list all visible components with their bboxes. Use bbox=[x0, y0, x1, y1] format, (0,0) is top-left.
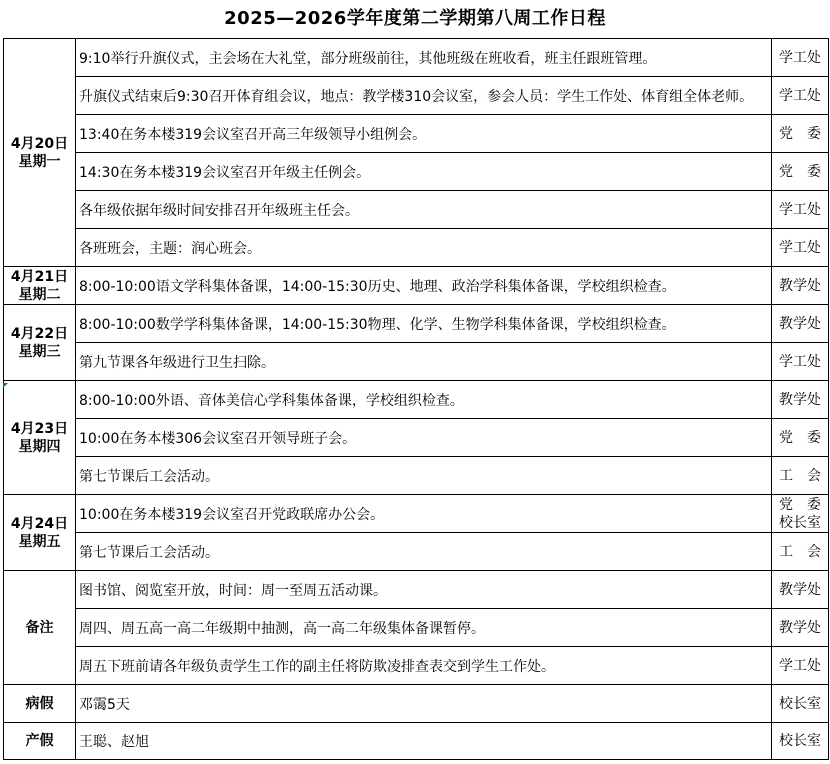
day-date: 4月23日 bbox=[10, 420, 69, 437]
schedule-item: 周五下班前请各年级负责学生工作的副主任将防欺凌排查表交到学生工作处。 bbox=[76, 647, 772, 685]
table-row bbox=[4, 647, 829, 685]
department bbox=[772, 495, 829, 533]
maternity-leave-label: 产假 bbox=[4, 723, 76, 760]
table-row bbox=[4, 609, 829, 647]
department: 教学处 bbox=[772, 571, 829, 609]
day-weekday: 星期二 bbox=[18, 286, 61, 303]
schedule-item: 第七节课后工会活动。 bbox=[76, 533, 772, 571]
department: 工 会 bbox=[772, 457, 829, 495]
department: 教学处 bbox=[772, 305, 829, 343]
table-row bbox=[4, 533, 829, 571]
schedule-item: 8:00-10:00数学学科集体备课，14:00-15:30物理、化学、生物学科集体备课，学校组织检查。 bbox=[76, 305, 772, 343]
day-weekday: 星期四 bbox=[18, 438, 61, 455]
table-row bbox=[4, 457, 829, 495]
table-row bbox=[4, 723, 829, 760]
schedule-item: 周四、周五高一高二年级期中抽测，高一高二年级集体备课暂停。 bbox=[76, 609, 772, 647]
table-row bbox=[4, 267, 829, 305]
department: 党 委 bbox=[772, 419, 829, 457]
table-row bbox=[4, 115, 829, 153]
day-weekday: 星期三 bbox=[18, 343, 61, 360]
schedule-item: 第九节课各年级进行卫生扫除。 bbox=[76, 343, 772, 381]
department: 学工处 bbox=[772, 647, 829, 685]
department: 学工处 bbox=[772, 191, 829, 229]
schedule-item: 13:40在务本楼319会议室召开高三年级领导小组例会。 bbox=[76, 115, 772, 153]
table-row bbox=[4, 495, 829, 533]
table-row bbox=[4, 305, 829, 343]
cell-comment-indicator bbox=[3, 383, 8, 388]
department: 教学处 bbox=[772, 609, 829, 647]
table-row bbox=[4, 381, 829, 419]
schedule-item: 王聪、赵旭 bbox=[76, 723, 772, 760]
table-row bbox=[4, 419, 829, 457]
department: 学工处 bbox=[772, 39, 829, 77]
table-row bbox=[4, 685, 829, 723]
day-cell-tuesday bbox=[4, 267, 76, 305]
table-row bbox=[4, 39, 829, 77]
schedule-item: 图书馆、阅览室开放，时间：周一至周五活动课。 bbox=[76, 571, 772, 609]
day-cell-wednesday bbox=[4, 305, 76, 381]
schedule-item: 10:00在务本楼306会议室召开领导班子会。 bbox=[76, 419, 772, 457]
department: 校长室 bbox=[772, 723, 829, 760]
day-weekday: 星期一 bbox=[18, 153, 61, 170]
department: 学工处 bbox=[772, 77, 829, 115]
day-date: 4月20日 bbox=[10, 135, 69, 152]
table-row bbox=[4, 571, 829, 609]
schedule-item: 邓霭5天 bbox=[76, 685, 772, 723]
day-cell-monday bbox=[4, 39, 76, 267]
department: 校长室 bbox=[772, 685, 829, 723]
day-date: 4月21日 bbox=[10, 268, 69, 285]
schedule-item: 各年级依据年级时间安排召开年级班主任会。 bbox=[76, 191, 772, 229]
schedule-item: 8:00-10:00外语、音体美信心学科集体备课，学校组织检查。 bbox=[76, 381, 772, 419]
day-cell-friday bbox=[4, 495, 76, 571]
table-row bbox=[4, 191, 829, 229]
department: 学工处 bbox=[772, 343, 829, 381]
table-row bbox=[4, 229, 829, 267]
department: 党 委 bbox=[772, 115, 829, 153]
department: 党 委 bbox=[772, 153, 829, 191]
day-weekday: 星期五 bbox=[18, 533, 61, 550]
department-line: 党 委 bbox=[779, 496, 821, 513]
schedule-item: 各班班会，主题：润心班会。 bbox=[76, 229, 772, 267]
day-cell-thursday bbox=[4, 381, 76, 495]
schedule-item: 10:00在务本楼319会议室召开党政联席办公会。 bbox=[76, 495, 772, 533]
department: 学工处 bbox=[772, 229, 829, 267]
table-row bbox=[4, 77, 829, 115]
department: 教学处 bbox=[772, 267, 829, 305]
schedule-item: 14:30在务本楼319会议室召开年级主任例会。 bbox=[76, 153, 772, 191]
table-row bbox=[4, 153, 829, 191]
schedule-table bbox=[3, 38, 829, 760]
schedule-item: 8:00-10:00语文学科集体备课，14:00-15:30历史、地理、政治学科集体备课，学校组织检查。 bbox=[76, 267, 772, 305]
day-date: 4月22日 bbox=[10, 325, 69, 342]
department: 教学处 bbox=[772, 381, 829, 419]
day-date: 4月24日 bbox=[10, 515, 69, 532]
schedule-item: 9:10举行升旗仪式，主会场在大礼堂，部分班级前往，其他班级在班收看，班主任跟班管理。 bbox=[76, 39, 772, 77]
schedule-item: 第七节课后工会活动。 bbox=[76, 457, 772, 495]
page-title: 2025—2026学年度第二学期第八周工作日程 bbox=[224, 8, 606, 29]
notes-label: 备注 bbox=[4, 571, 76, 685]
table-row bbox=[4, 343, 829, 381]
department: 工 会 bbox=[772, 533, 829, 571]
department-line: 校长室 bbox=[779, 514, 821, 531]
schedule-item: 升旗仪式结束后9:30召开体育组会议，地点：教学楼310会议室，参会人员：学生工作处、体育组全体老师。 bbox=[76, 77, 772, 115]
sick-leave-label: 病假 bbox=[4, 685, 76, 723]
